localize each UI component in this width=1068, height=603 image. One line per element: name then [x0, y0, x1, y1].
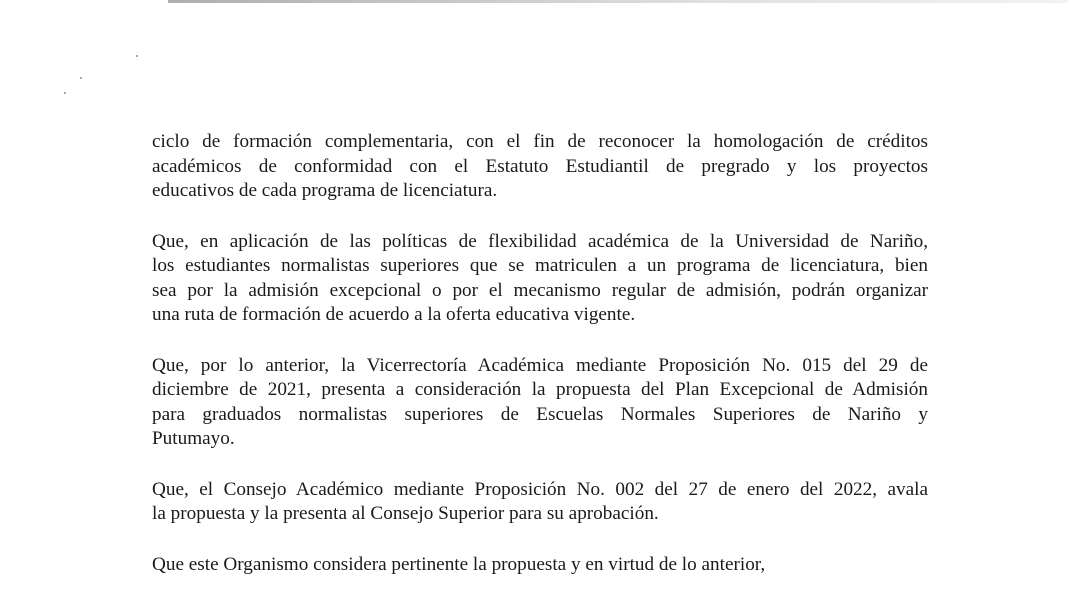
text-line: educativos de cada programa de licenciatura. — [152, 180, 498, 201]
text-line: Que este Organismo considera pertinente la propuesta y en virtud de lo anterior, — [152, 553, 766, 575]
scan-speck — [136, 55, 138, 57]
text-line: para graduados normalistas superiores de Escuelas Normales Superiores de Nariño y — [152, 403, 928, 425]
text-line: Putumayo. — [152, 428, 235, 449]
paragraph-flexibilidad-academica — [152, 230, 928, 328]
text-line: Que, en aplicación de las políticas de flexibilidad académica de la Universidad de Nariño, — [152, 230, 928, 252]
paragraph-formacion-complementaria — [152, 130, 928, 204]
text-line: diciembre de 2021, presenta a consideración la propuesta del Plan Excepcional de Admisión — [152, 379, 928, 400]
document-body — [152, 130, 928, 603]
paragraph-consejo-academico — [152, 478, 928, 527]
text-line: una ruta de formación de acuerdo a la oferta educativa vigente. — [152, 304, 636, 325]
scan-top-edge — [168, 0, 1068, 3]
paragraph-organismo — [152, 553, 928, 578]
text-line: Que, el Consejo Académico mediante Proposición No. 002 del 27 de enero del 2022, avala — [152, 478, 928, 500]
scan-speck — [80, 77, 82, 79]
paragraph-vicerrectoria — [152, 354, 928, 452]
text-line: la propuesta y la presenta al Consejo Superior para su aprobación. — [152, 503, 659, 524]
text-line: los estudiantes normalistas superiores que se matriculen a un programa de licenciatura, bien — [152, 255, 928, 276]
text-line: sea por la admisión excepcional o por el mecanismo regular de admisión, podrán organizar — [152, 279, 928, 301]
scan-speck — [64, 92, 66, 94]
text-line: Que, por lo anterior, la Vicerrectoría Académica mediante Proposición No. 015 del 29 de — [152, 354, 928, 376]
text-line: académicos de conformidad con el Estatuto Estudiantil de pregrado y los proyectos — [152, 155, 928, 177]
text-line: ciclo de formación complementaria, con el fin de reconocer la homologación de créditos — [152, 131, 928, 152]
